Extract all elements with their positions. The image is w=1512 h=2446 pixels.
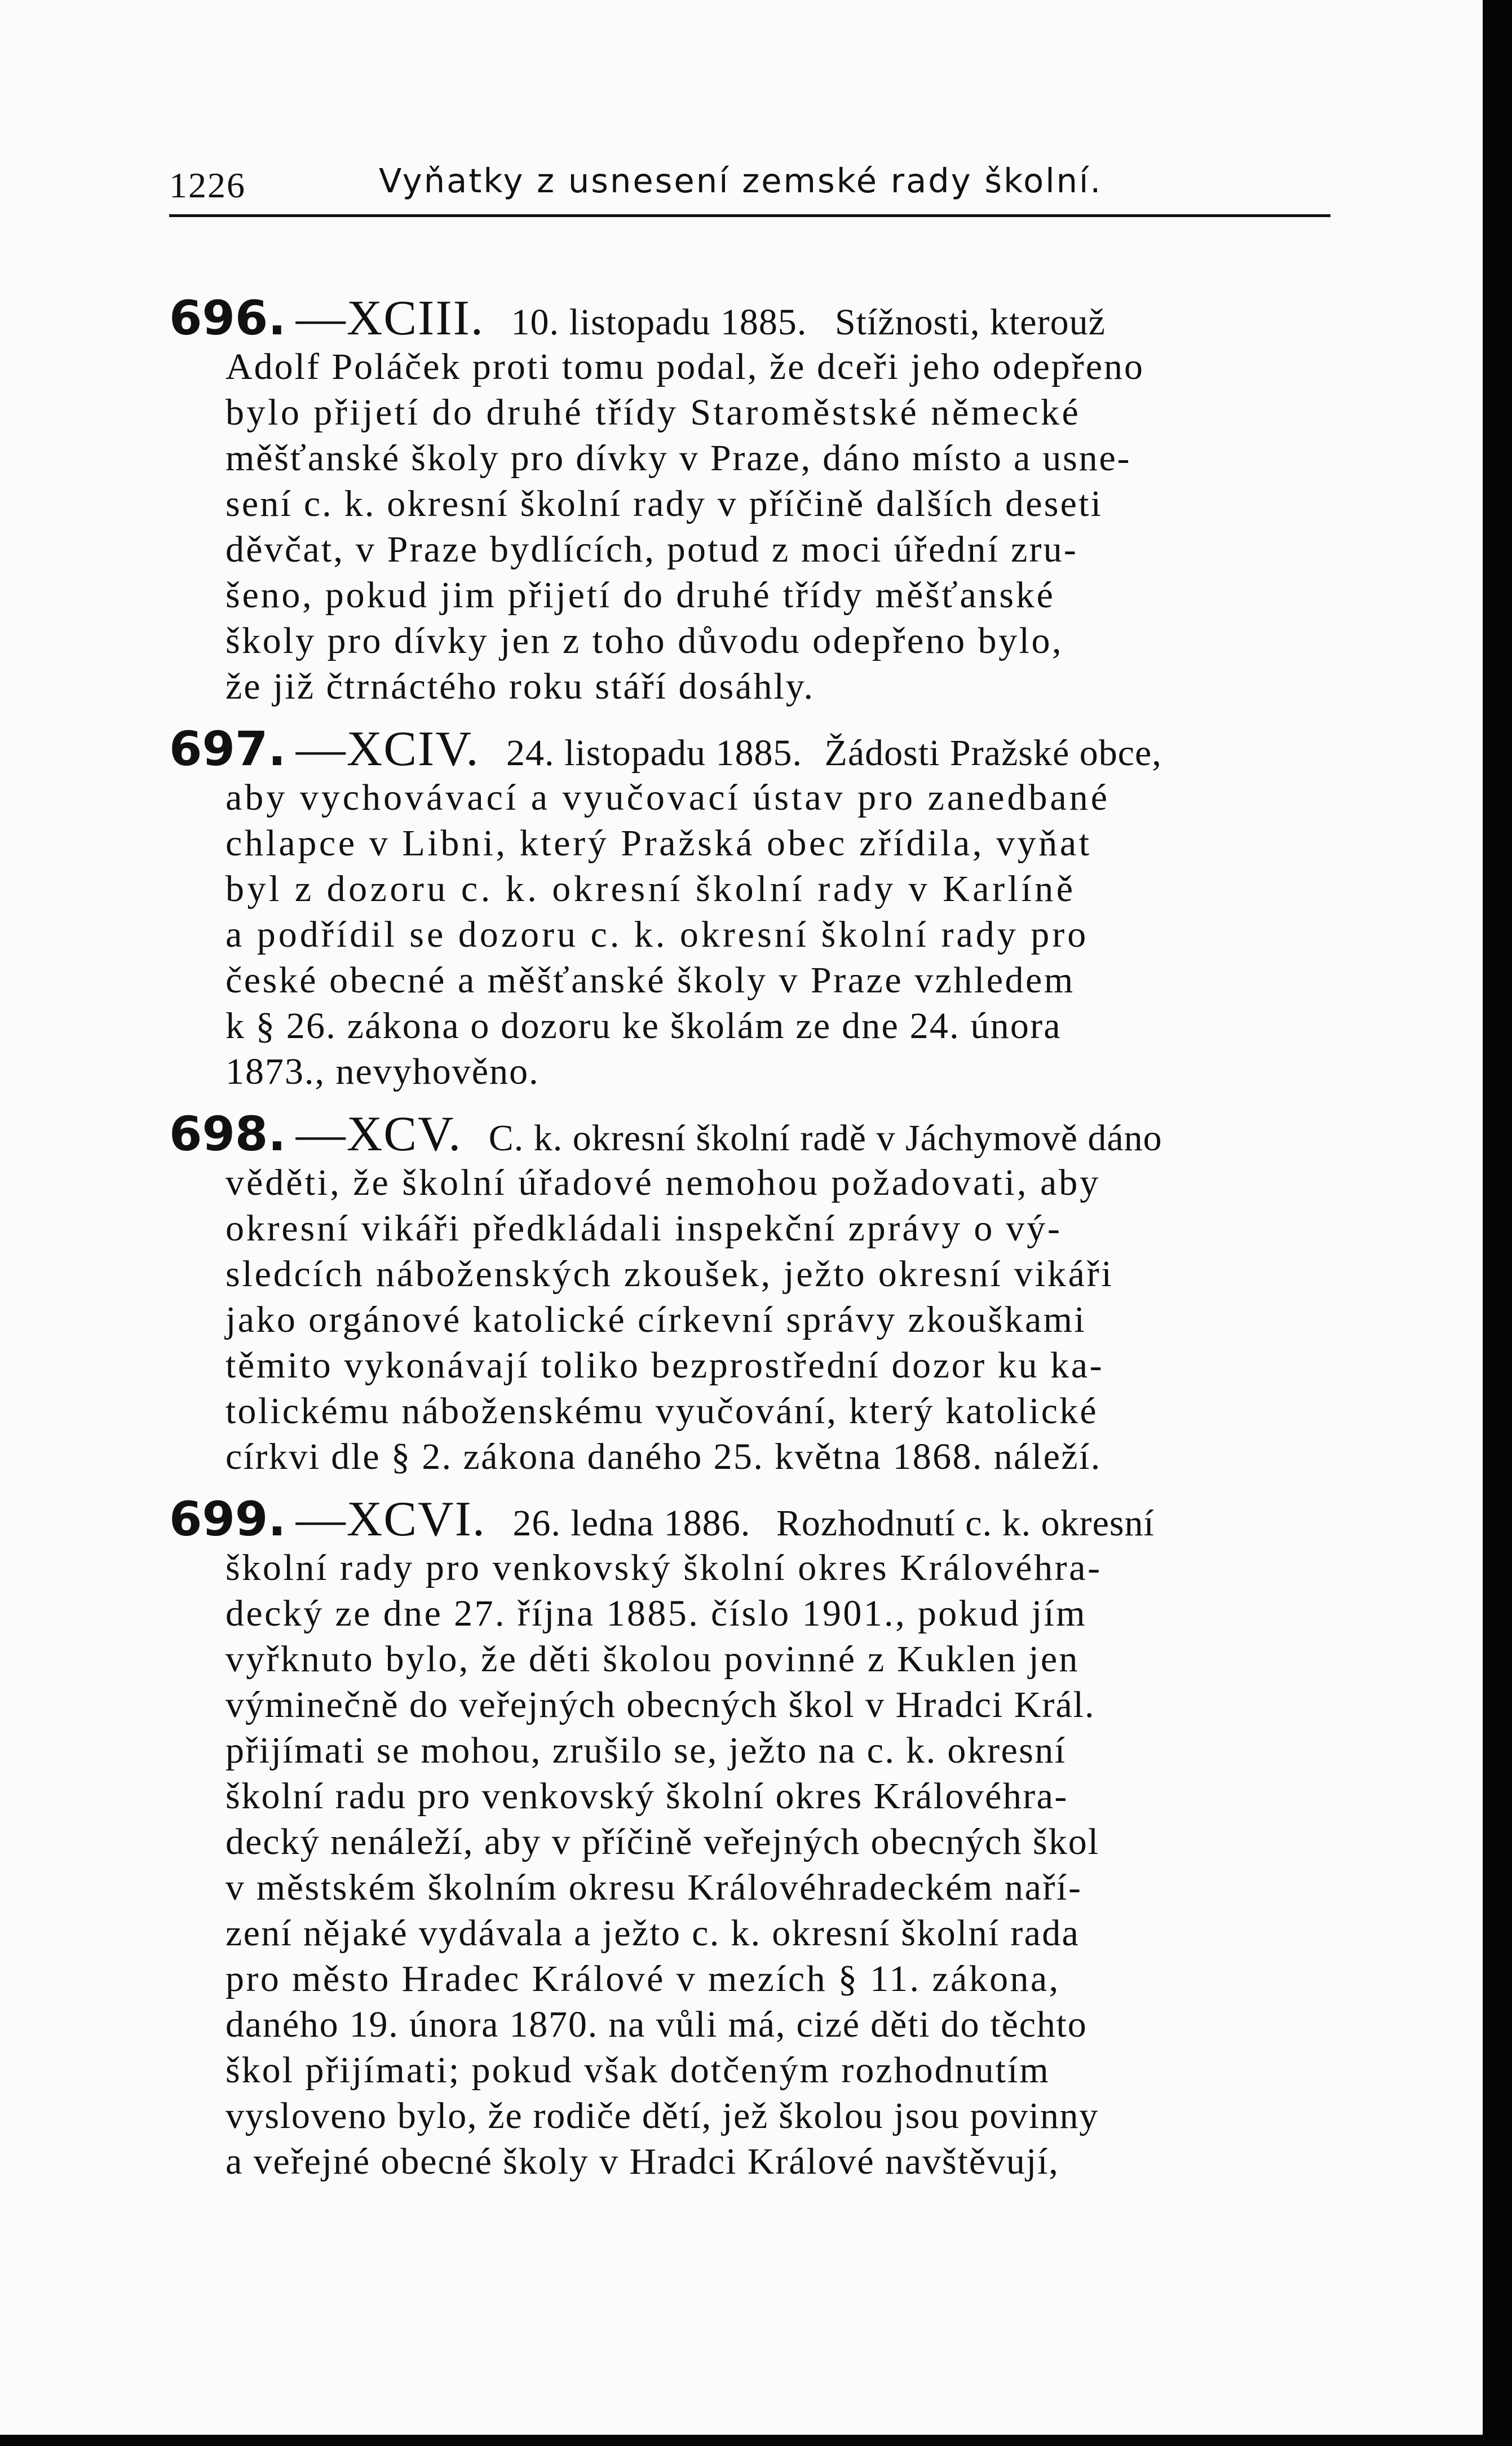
header-rule xyxy=(169,214,1330,217)
entry-699-heading-line xyxy=(169,1493,1353,1545)
entry-699-line: vysloveno bylo, že rodiče dětí, jež školou jsou povinny xyxy=(226,2095,1099,2136)
page-header xyxy=(169,152,1330,220)
entry-696-line: bylo přijetí do druhé třídy Staroměstské německé xyxy=(226,392,1081,433)
entry-698-line: věděti, že školní úřadové nemohou požadovati, aby xyxy=(226,1162,1101,1203)
entry-first-text: Rozhodnutí c. k. okresní xyxy=(776,1503,1155,1544)
entry-699-line: přijímati se mohou, zrušilo se, ježto na c. k. okresní xyxy=(226,1730,1067,1771)
entry-696 xyxy=(169,292,1353,709)
entry-first-text: Stížnosti, kterouž xyxy=(834,302,1106,343)
entry-698-line: okresní vikáři předkládali inspekční zprávy o vý- xyxy=(226,1208,1062,1249)
entry-699 xyxy=(169,1493,1353,2184)
entry-date: 26. ledna 1886. xyxy=(512,1503,751,1544)
scan-right-border xyxy=(1483,0,1512,2446)
entry-number: 696. xyxy=(169,290,286,346)
entry-697-line: 1873., nevyhověno. xyxy=(226,1051,540,1092)
running-title: Vyňatky z usnesení zemské rady školní. xyxy=(379,161,1103,200)
entry-696-heading-line xyxy=(169,292,1353,344)
entry-roman-number: —XCIV. xyxy=(295,722,480,776)
entry-699-line: a veřejné obecné školy v Hradci Králové navštěvují, xyxy=(226,2141,1059,2182)
entry-699-line: zení nějaké vydávala a ježto c. k. okresní školní rada xyxy=(226,1913,1080,1954)
entry-699-line: školní radu pro venkovský školní okres Královéhra- xyxy=(226,1776,1068,1817)
entry-first-text: Žádosti Pražské obce, xyxy=(824,732,1162,774)
entry-696-line: Adolf Poláček proti tomu podal, že dceři jeho odepřeno xyxy=(226,346,1145,387)
entry-698-line: církvi dle § 2. zákona daného 25. května 1868. náleží. xyxy=(226,1436,1102,1477)
scan-bottom-border xyxy=(0,2435,1512,2446)
entry-698-line: tolickému náboženskému vyučování, který katolické xyxy=(226,1390,1098,1432)
entry-697 xyxy=(169,723,1353,1094)
entry-696-line: školy pro dívky jen z toho důvodu odepřeno bylo, xyxy=(226,620,1064,661)
entry-699-line: decký ze dne 27. října 1885. číslo 1901., pokud jím xyxy=(226,1593,1087,1634)
entry-699-line: výminečně do veřejných obecných škol v Hradci Král. xyxy=(226,1684,1095,1725)
page-number: 1226 xyxy=(169,165,246,205)
entry-first-text: C. k. okresní školní radě v Jáchymově dáno xyxy=(488,1118,1162,1159)
entry-697-line: aby vychovávací a vyučovací ústav pro zanedbané xyxy=(226,777,1111,818)
entry-696-line: šeno, pokud jim přijetí do druhé třídy měšťanské xyxy=(226,575,1055,616)
entry-roman-number: —XCV. xyxy=(295,1107,462,1162)
entry-699-line: vyřknuto bylo, že děti školou povinné z Kuklen jen xyxy=(226,1639,1080,1680)
entry-698-line: jako orgánové katolické církevní správy zkouškami xyxy=(226,1299,1087,1340)
entry-roman-number: —XCIII. xyxy=(295,291,484,346)
entry-date: 10. listopadu 1885. xyxy=(511,302,807,343)
entry-696-line: že již čtrnáctého roku stáří dosáhly. xyxy=(226,666,815,707)
entry-699-line: v městském školním okresu Královéhradeckém naří- xyxy=(226,1867,1082,1908)
entry-699-line: decký nenáleží, aby v příčině veřejných obecných škol xyxy=(226,1821,1100,1862)
entry-date: 24. listopadu 1885. xyxy=(506,732,803,774)
entry-number: 697. xyxy=(169,721,286,776)
entry-698 xyxy=(169,1108,1353,1480)
entry-697-line: byl z dozoru c. k. okresní školní rady v Karlíně xyxy=(226,868,1076,909)
entry-697-line: české obecné a měšťanské školy v Praze vzhledem xyxy=(226,960,1075,1001)
entry-697-line: k § 26. zákona o dozoru ke školám ze dne 24. února xyxy=(226,1005,1062,1047)
entry-696-line: děvčat, v Praze bydlících, potud z moci úřední zru- xyxy=(226,529,1078,570)
entry-698-heading-line xyxy=(169,1108,1353,1160)
entry-697-heading-line xyxy=(169,723,1353,775)
entry-roman-number: —XCVI. xyxy=(295,1492,486,1547)
entry-number: 698. xyxy=(169,1106,286,1162)
entry-696-line: měšťanské školy pro dívky v Praze, dáno místo a usne- xyxy=(226,438,1131,479)
entry-697-line: chlapce v Libni, který Pražská obec zřídila, vyňat xyxy=(226,823,1092,864)
entry-number: 699. xyxy=(169,1491,286,1547)
document-content xyxy=(169,292,1353,2184)
entry-699-line: školní rady pro venkovský školní okres Královéhra- xyxy=(226,1547,1102,1588)
entry-699-line: škol přijímati; pokud však dotčeným rozhodnutím xyxy=(226,2050,1050,2091)
entry-699-line: pro město Hradec Králové v mezích § 11. zákona, xyxy=(226,1958,1060,1999)
entry-697-line: a podřídil se dozoru c. k. okresní školní rady pro xyxy=(226,914,1089,955)
entry-698-line: sledcích náboženských zkoušek, ježto okresní vikáři xyxy=(226,1253,1114,1295)
entry-698-line: těmito vykonávají toliko bezprostřední dozor ku ka- xyxy=(226,1345,1104,1386)
entry-699-line: daného 19. února 1870. na vůli má, cizé děti do těchto xyxy=(226,2004,1087,2045)
entry-696-line: sení c. k. okresní školní rady v příčině dalších deseti xyxy=(226,483,1103,524)
